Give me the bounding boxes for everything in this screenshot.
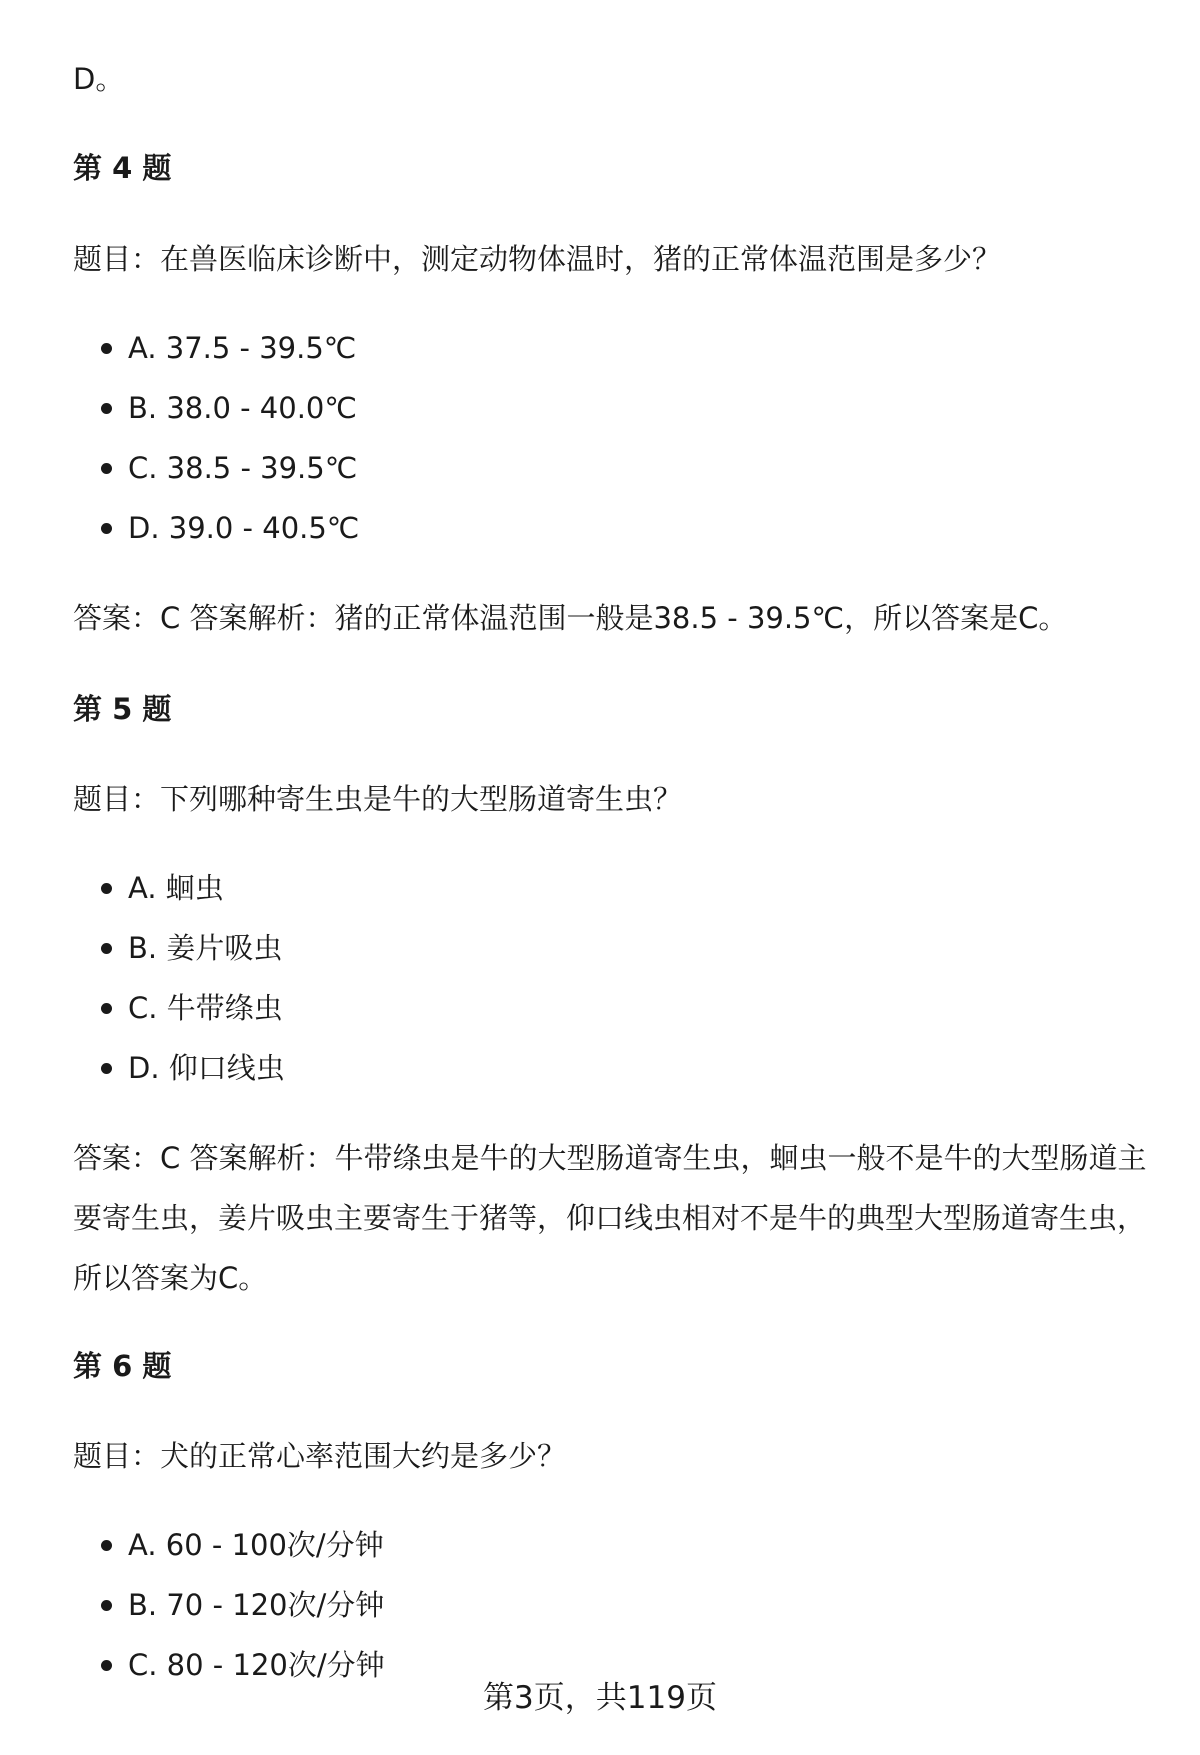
option-item: B. 70 - 120次/分钟: [73, 1584, 385, 1644]
bullet-icon: [101, 1540, 112, 1551]
bullet-icon: [101, 343, 112, 354]
option-item: B. 姜片吸虫: [73, 927, 285, 987]
page-footer: 第3页，共119页: [483, 1680, 717, 1716]
question-6-heading: 第 6 题: [73, 1349, 172, 1383]
option-item: A. 37.5 - 39.5℃: [73, 327, 359, 387]
bullet-icon: [101, 1600, 112, 1611]
option-item: D. 39.0 - 40.5℃: [73, 507, 359, 567]
bullet-icon: [101, 463, 112, 474]
question-4-answer: 答案：C 答案解析：猪的正常体温范围一般是38.5 - 39.5℃，所以答案是C。: [73, 601, 1068, 635]
bullet-icon: [101, 1660, 112, 1671]
bullet-icon: [101, 1063, 112, 1074]
bullet-icon: [101, 1003, 112, 1014]
question-4-options: [73, 327, 359, 567]
question-5-heading: 第 5 题: [73, 692, 172, 726]
option-item: C. 牛带绦虫: [73, 987, 285, 1047]
option-item: C. 80 - 120次/分钟: [73, 1644, 385, 1704]
question-5-answer: 答案：C 答案解析：牛带绦虫是牛的大型肠道寄生虫，蛔虫一般不是牛的大型肠道主要寄生虫，姜片吸虫主要寄生于猪等，仰口线虫相对不是牛的典型大型肠道寄生虫，所以答案为C。: [73, 1141, 1147, 1295]
question-5-options: [73, 867, 285, 1107]
question-4-text: 题目：在兽医临床诊断中，测定动物体温时，猪的正常体温范围是多少？: [73, 242, 1002, 276]
bullet-icon: [101, 883, 112, 894]
question-4-heading: 第 4 题: [73, 151, 172, 185]
question-5-text: 题目：下列哪种寄生虫是牛的大型肠道寄生虫？: [73, 782, 683, 816]
option-item: A. 60 - 100次/分钟: [73, 1524, 385, 1584]
bullet-icon: [101, 523, 112, 534]
bullet-icon: [101, 943, 112, 954]
bullet-icon: [101, 403, 112, 414]
question-6-text: 题目：犬的正常心率范围大约是多少？: [73, 1439, 567, 1473]
option-item: D. 仰口线虫: [73, 1047, 285, 1107]
option-item: B. 38.0 - 40.0℃: [73, 387, 359, 447]
option-item: A. 蛔虫: [73, 867, 285, 927]
option-item: C. 38.5 - 39.5℃: [73, 447, 359, 507]
previous-answer-tail: D。: [73, 62, 125, 96]
